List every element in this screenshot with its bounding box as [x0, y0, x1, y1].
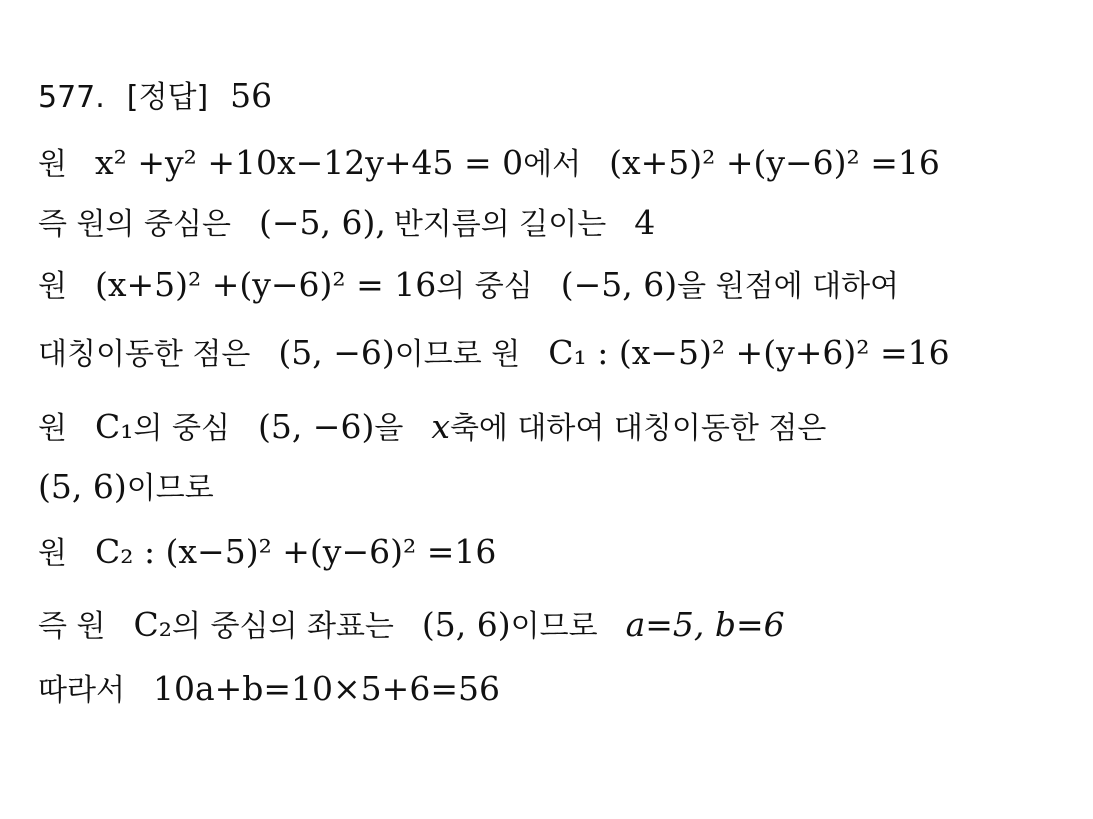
solution-line-2 — [38, 203, 655, 245]
problem-number: 577. — [38, 80, 105, 115]
line-8-text: 즉 원 — [38, 609, 106, 644]
line-3-math-2: (−5, 6) — [560, 265, 678, 304]
line-4-math-2: C₁ : (x−5)² +(y+6)² =16 — [548, 333, 950, 372]
line-3-tail-2: 을 원점에 대하여 — [677, 269, 900, 304]
line-6-tail: 이므로 — [126, 471, 214, 506]
line-1-tail: 에서 — [523, 147, 582, 182]
solution-line-1 — [38, 143, 940, 185]
line-2-math-2: 4 — [634, 203, 656, 242]
line-1-math-2: (x+5)² +(y−6)² =16 — [609, 143, 940, 182]
line-8-math-2: (5, 6) — [421, 605, 511, 644]
line-6-math: (5, 6) — [38, 467, 127, 506]
line-9-math: 10a+b=10×5+6=56 — [152, 669, 500, 708]
line-4-tail: 이므로 원 — [394, 337, 521, 372]
line-5-math: C₁ — [94, 407, 134, 446]
line-5-tail-2: 을 — [374, 411, 404, 446]
answer-value: 56 — [230, 76, 273, 115]
line-9-text: 따라서 — [38, 673, 125, 708]
line-8-tail: 의 중심의 좌표는 — [171, 609, 394, 644]
line-2-mid: 반지름의 길이는 — [393, 207, 607, 242]
line-5-tail-3: 축에 대하여 대칭이동한 점은 — [449, 411, 827, 446]
line-5-text: 원 — [38, 411, 67, 446]
answer-header — [38, 76, 272, 118]
line-2-text: 즉 원의 중심은 — [38, 207, 231, 242]
line-8-tail-2: 이므로 — [510, 609, 598, 644]
solution-line-4 — [38, 333, 950, 375]
line-5-math-3: x — [431, 407, 450, 446]
solution-line-8 — [38, 605, 785, 647]
line-1-text: 원 — [38, 147, 67, 182]
line-3-text: 원 — [38, 269, 67, 304]
answer-label: [정답] — [126, 80, 209, 115]
line-1-math: x² +y² +10x−12y+45 = 0 — [94, 143, 524, 182]
line-4-math: (5, −6) — [278, 333, 395, 372]
line-3-tail: 의 중심 — [436, 269, 533, 304]
line-5-math-2: (5, −6) — [257, 407, 375, 446]
line-3-math: (x+5)² +(y−6)² = 16 — [94, 265, 437, 304]
line-7-math: C₂ : (x−5)² +(y−6)² =16 — [94, 532, 497, 571]
line-2-math: (−5, 6), — [258, 203, 386, 242]
solution-line-5 — [38, 407, 826, 449]
line-7-text: 원 — [38, 536, 67, 571]
solution-line-7 — [38, 532, 496, 574]
solution-line-6 — [38, 467, 214, 509]
line-8-math: C₂ — [133, 605, 172, 644]
line-4-text: 대칭이동한 점은 — [38, 337, 251, 372]
solution-line-3 — [38, 265, 899, 307]
line-5-tail: 의 중심 — [133, 411, 230, 446]
solution-line-9 — [38, 669, 500, 711]
line-8-math-3: a=5, b=6 — [625, 605, 785, 644]
